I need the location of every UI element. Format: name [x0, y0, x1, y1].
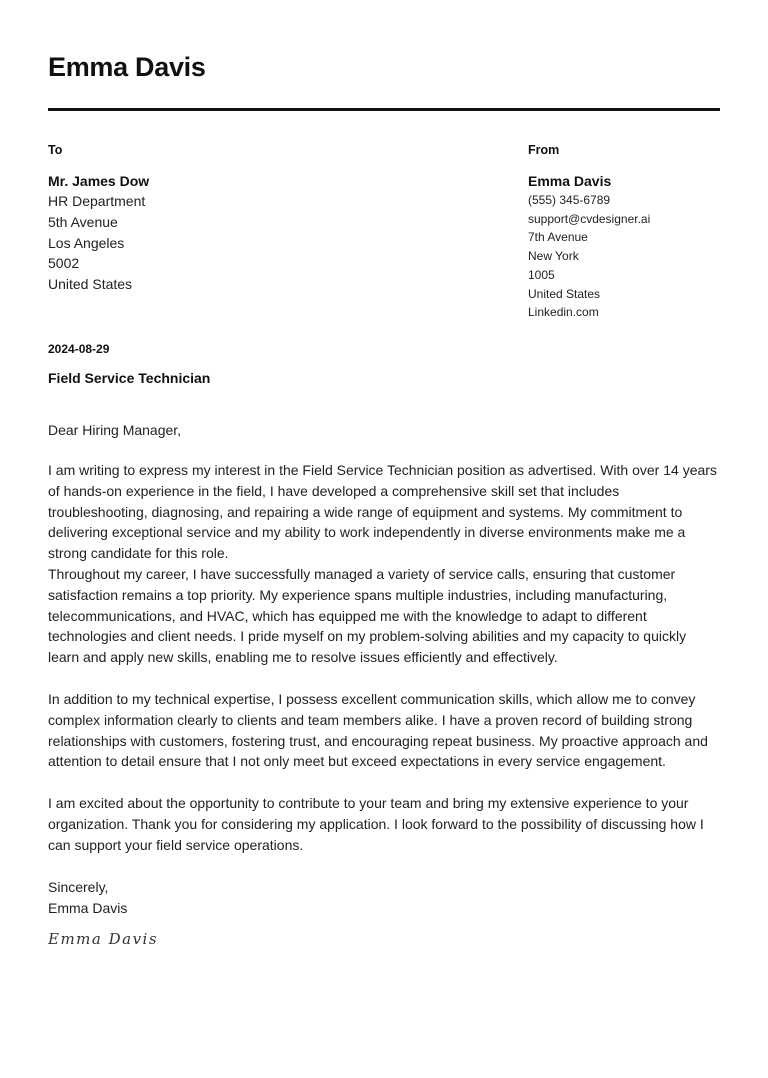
recipient-country: United States [48, 276, 133, 293]
body-paragraph-4: I am excited about the opportunity to contribute to your team and bring my extensive experience to your organization. Thank you for considering my application. I look forward to the possibility of discussing how I can support your field service operations. [48, 795, 704, 853]
applicant-name-title: Emma Davis [48, 52, 206, 82]
sender-city: New York [528, 249, 579, 264]
letter-date: 2024-08-29 [48, 342, 110, 356]
recipient-block [48, 141, 348, 295]
sender-name: Emma Davis [528, 173, 612, 189]
recipient-postal-code: 5002 [48, 255, 80, 272]
header-divider [48, 108, 720, 111]
sender-block [528, 141, 720, 322]
sender-postal-code: 1005 [528, 267, 555, 282]
sender-linkedin: Linkedin.com [528, 305, 599, 320]
sender-street: 7th Avenue [528, 230, 588, 245]
closing-phrase: Sincerely, [48, 879, 109, 895]
body-paragraph-1: I am writing to express my interest in the Field Service Technician position as advertised. With over 14 years of hands-on experience in the field, I have developed a comprehensive skill set that includes troubleshooting, diagnosing, and repairing a wide range of equipment and systems. My commitment to delivering exceptional service and my ability to work independently in diverse environments make me a strong candidate for this role. [48, 462, 717, 562]
sender-email: support@cvdesigner.ai [528, 211, 651, 226]
closing-name: Emma Davis [48, 900, 128, 916]
sender-phone: (555) 345-6789 [528, 193, 611, 207]
recipient-name: Mr. James Dow [48, 173, 150, 189]
recipient-department: HR Department [48, 193, 146, 209]
handwritten-signature: Emma Davis [48, 930, 159, 948]
recipient-heading: To [48, 143, 63, 157]
sender-country: United States [528, 286, 601, 301]
recipient-street: 5th Avenue [48, 213, 118, 230]
sender-heading: From [528, 143, 560, 157]
body-paragraph-3: In addition to my technical expertise, I possess excellent communication skills, which allow me to convey complex information clearly to clients and team members alike. I have a proven record of building strong relationships with customers, fostering trust, and encouraging repeat business. My proactive approach and attention to detail ensure that I not only meet but exceed expectations in every service engagement. [48, 691, 708, 770]
body-paragraph-2: Throughout my career, I have successfully managed a variety of service calls, ensuring that customer satisfaction remains a top priority. My experience spans multiple industries, including manufacturing, telecommunications, and HVAC, which has equipped me with the knowledge to adapt to different technologies and client needs. I pride myself on my problem-solving abilities and my capacity to quickly learn and apply new skills, enabling me to resolve issues efficiently and effectively. [48, 566, 687, 666]
letter-subject: Field Service Technician [48, 370, 211, 386]
closing-block [48, 877, 127, 919]
salutation: Dear Hiring Manager, [48, 422, 182, 438]
recipient-city: Los Angeles [48, 234, 125, 251]
